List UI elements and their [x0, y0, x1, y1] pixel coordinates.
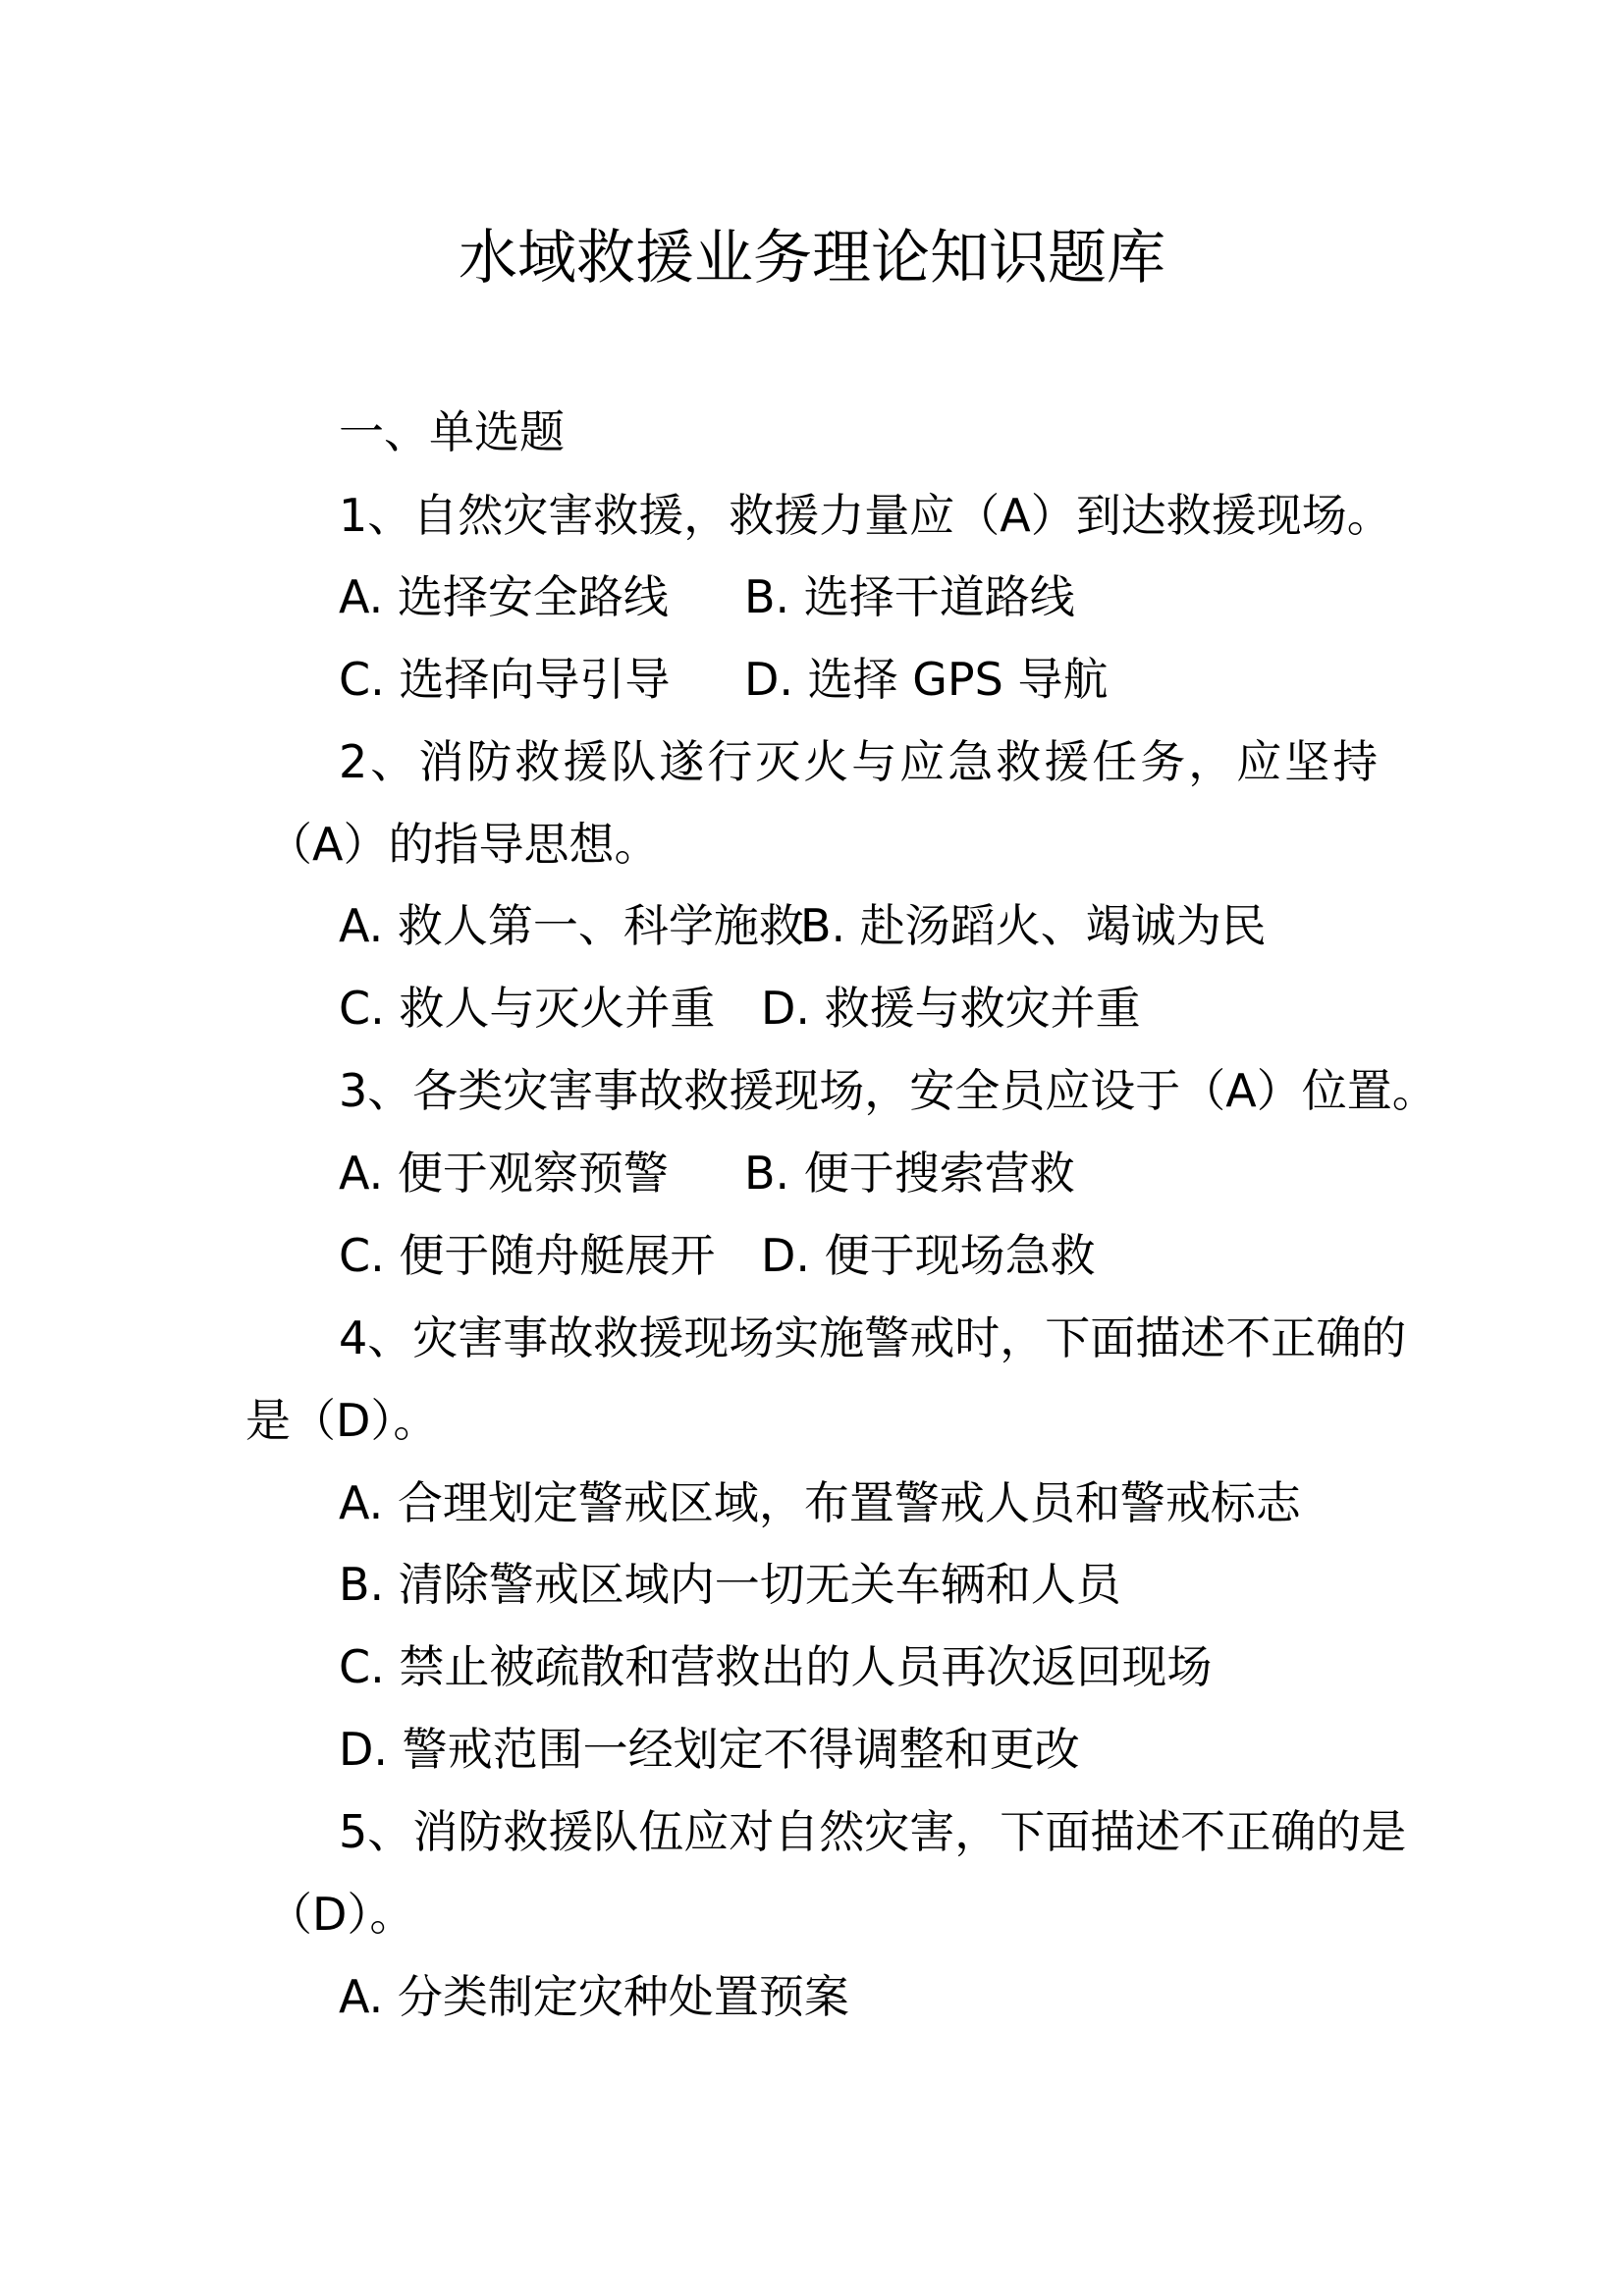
document-title: 水域救援业务理论知识题库 — [459, 224, 1165, 293]
question-4-option-d: D. 警戒范围一经划定不得调整和更改 — [339, 1723, 1080, 1776]
question-2-stem-line-1: 2、消防救援队遂行灭火与应急救援任务，应坚持 — [339, 735, 1381, 788]
question-2-option-b: B. 赴汤蹈火、竭诚为民 — [800, 899, 1267, 952]
question-4-stem-line-1: 4、灾害事故救援现场实施警戒时，下面描述不正确的 — [339, 1311, 1407, 1364]
question-2-option-c: C. 救人与灭火并重 — [339, 982, 716, 1035]
section-heading: 一、单选题 — [339, 405, 565, 458]
question-3-option-c: C. 便于随舟艇展开 — [339, 1229, 716, 1282]
question-5-stem-line-1: 5、消防救援队伍应对自然灾害，下面描述不正确的是 — [339, 1805, 1407, 1858]
question-1-option-a: A. 选择安全路线 — [339, 570, 669, 623]
question-3-stem: 3、各类灾害事故救援现场，安全员应设于（A）位置。 — [339, 1064, 1437, 1117]
question-3-option-b: B. 便于搜索营救 — [744, 1147, 1075, 1200]
question-3-option-d: D. 便于现场急救 — [761, 1229, 1096, 1282]
question-4-option-a: A. 合理划定警戒区域，布置警戒人员和警戒标志 — [339, 1476, 1301, 1529]
question-1-option-d: D. 选择 GPS 导航 — [744, 653, 1109, 706]
question-5-stem-line-2: （D）。 — [267, 1888, 415, 1941]
question-2-option-a: A. 救人第一、科学施救 — [339, 899, 804, 952]
question-2-stem-line-2: （A）的指导思想。 — [267, 818, 660, 871]
question-2-option-d: D. 救援与救灾并重 — [761, 982, 1141, 1035]
question-1-option-b: B. 选择干道路线 — [744, 570, 1075, 623]
question-5-option-a: A. 分类制定灾种处置预案 — [339, 1970, 849, 2023]
question-1-stem: 1、自然灾害救援，救援力量应（A）到达救援现场。 — [339, 489, 1392, 542]
question-4-option-c: C. 禁止被疏散和营救出的人员再次返回现场 — [339, 1640, 1213, 1693]
question-1-option-c: C. 选择向导引导 — [339, 653, 671, 706]
question-4-option-b: B. 清除警戒区域内一切无关车辆和人员 — [339, 1558, 1121, 1611]
question-4-stem-line-2: 是（D）。 — [245, 1394, 439, 1447]
question-3-option-a: A. 便于观察预警 — [339, 1147, 669, 1200]
